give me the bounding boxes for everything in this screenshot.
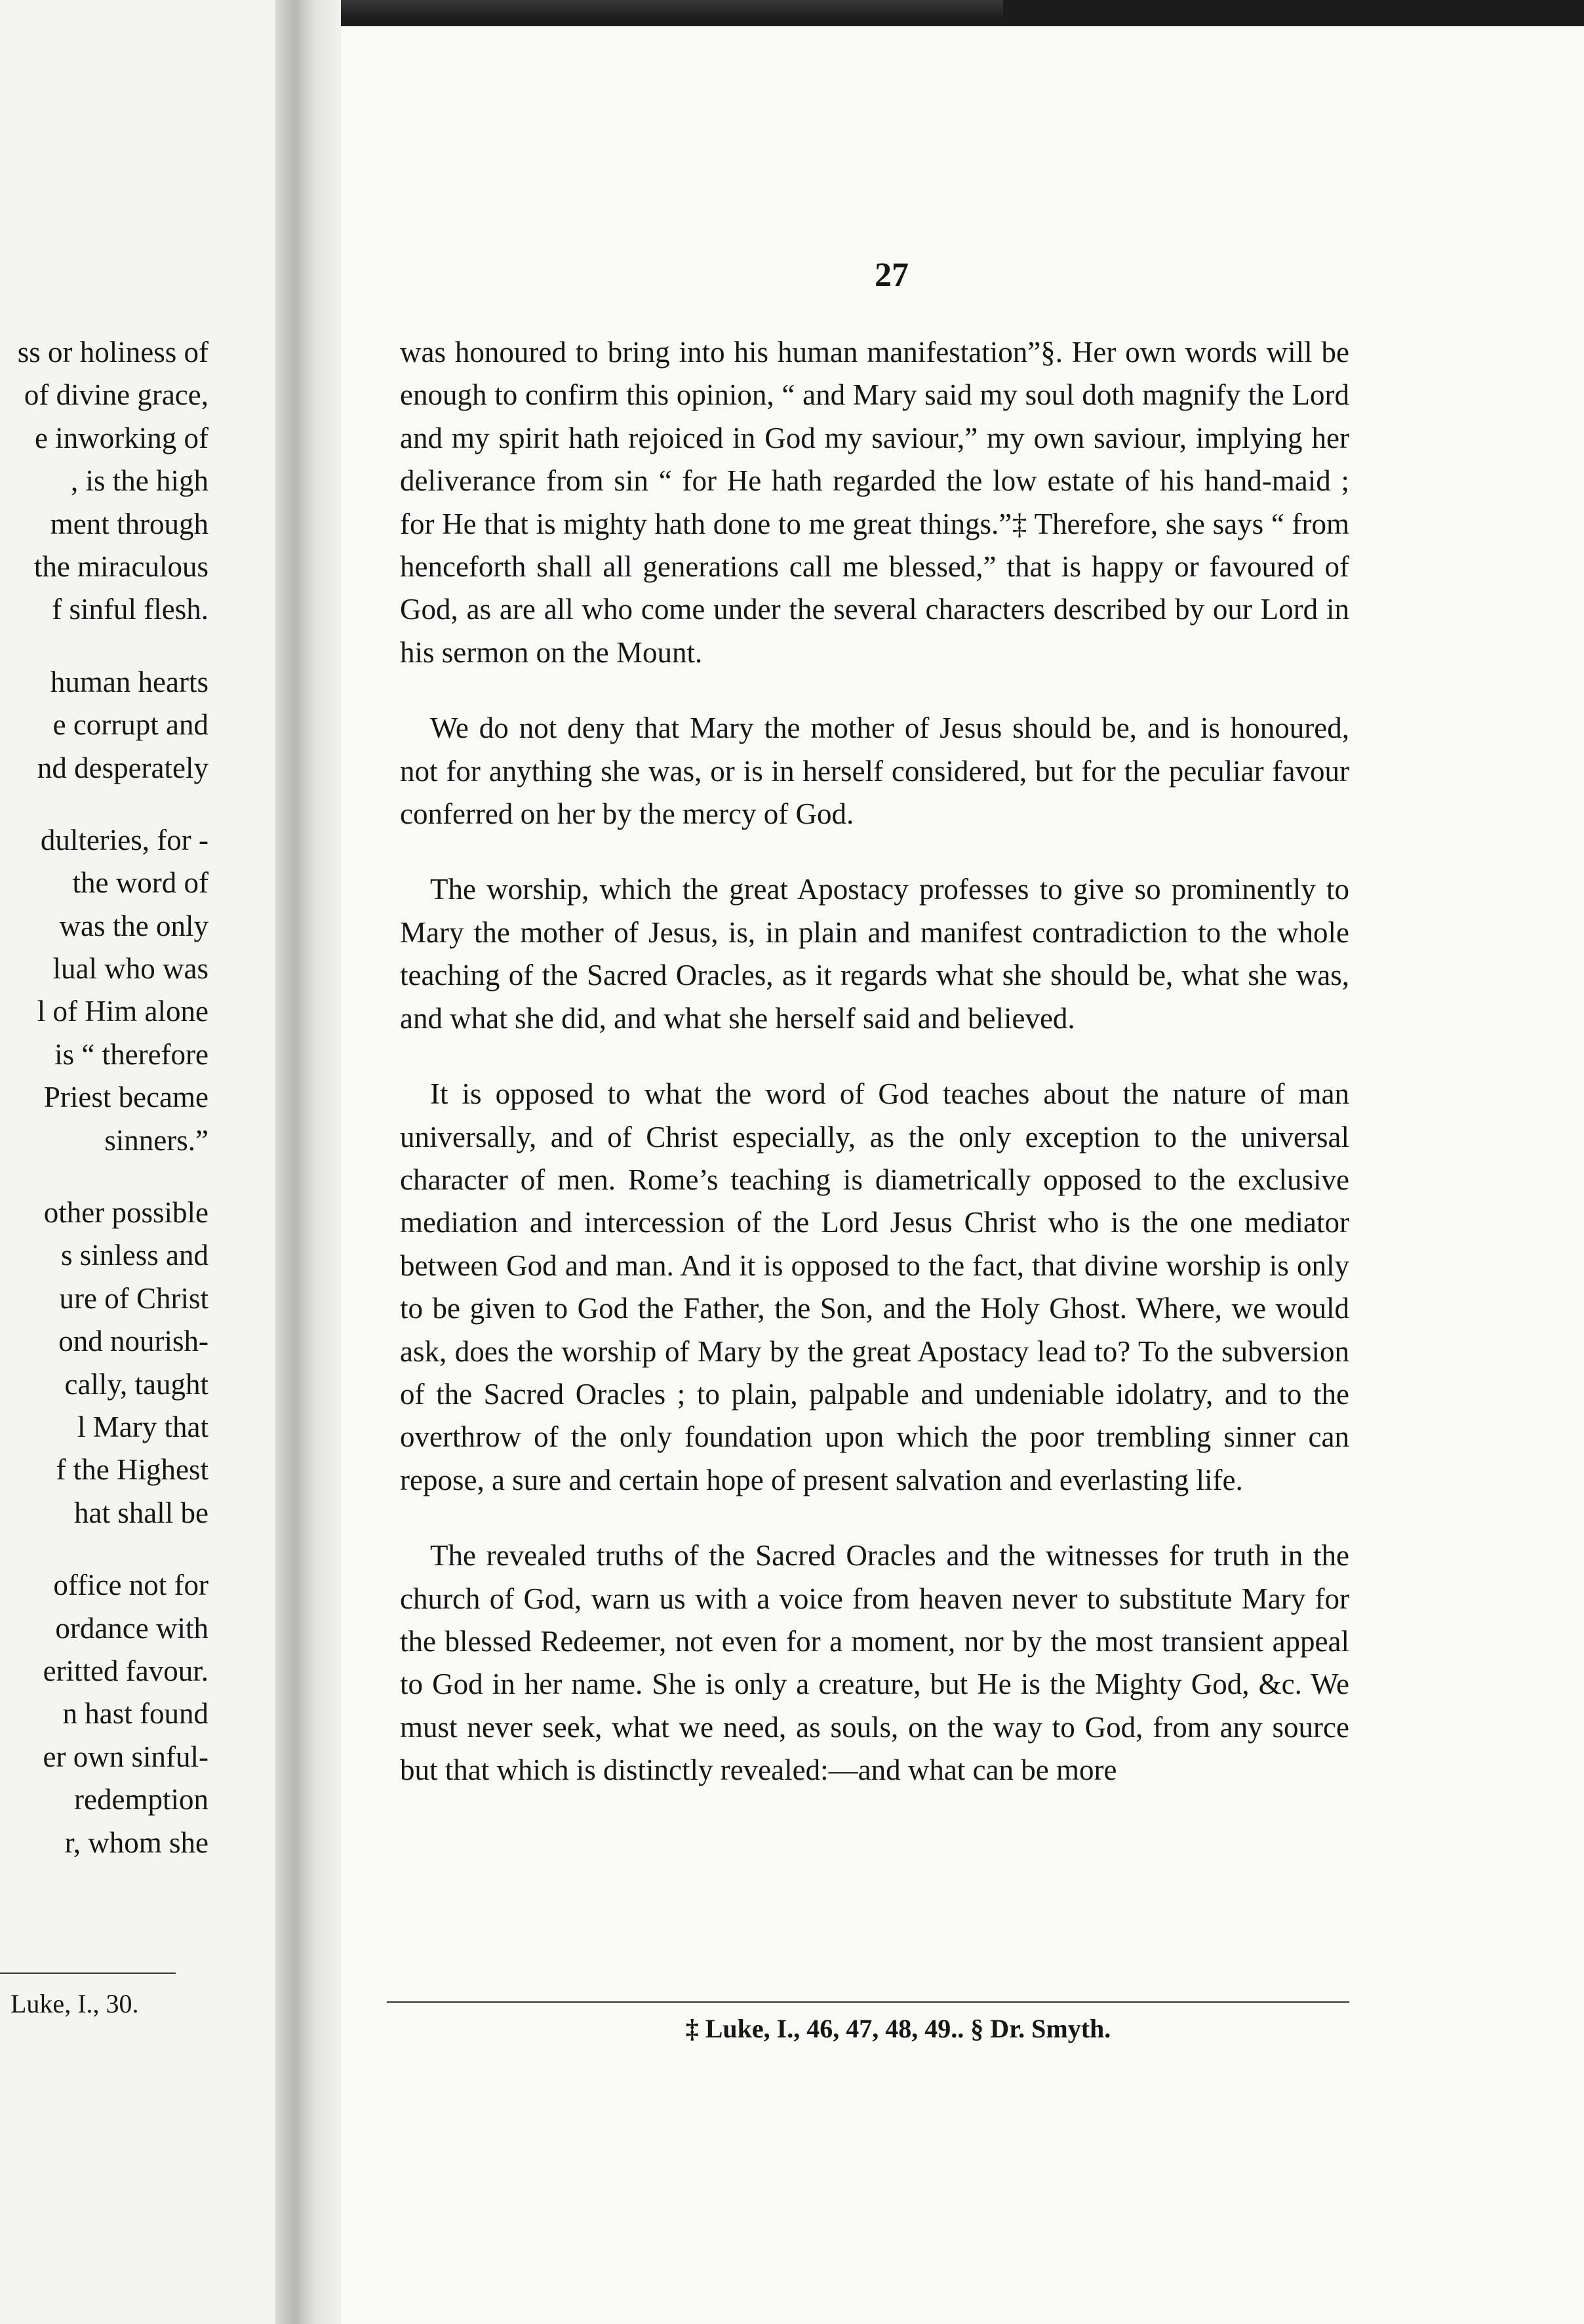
left-page-line: f the Highest <box>56 1453 208 1487</box>
left-page-line: hat shall be <box>74 1496 208 1529</box>
book-gutter <box>275 0 341 2324</box>
left-page-line: ordance with <box>55 1611 208 1645</box>
left-page-line: nd desperately <box>37 751 208 784</box>
left-page-line: Priest became <box>43 1081 208 1114</box>
left-page-line: lual who was <box>52 952 208 986</box>
left-page-line: cally, taught <box>64 1367 208 1401</box>
left-page-line: eritted favour. <box>43 1654 208 1687</box>
scan-edge <box>249 0 1003 20</box>
left-page-line: l Mary that <box>77 1410 208 1443</box>
left-page-line: e inworking of <box>35 421 208 454</box>
left-page-line: other possible <box>43 1196 208 1230</box>
left-page-line: is “ therefore <box>54 1037 208 1071</box>
left-page-line: ond nourish- <box>58 1325 208 1358</box>
line-gap <box>0 790 208 819</box>
left-footnote: Luke, I., 30. <box>10 1989 139 2018</box>
left-page-line: , is the high <box>71 464 208 498</box>
left-page-line: ment through <box>50 507 208 540</box>
left-footnote-rule <box>0 1973 176 1974</box>
left-page-fragment <box>0 0 275 2324</box>
footnote: ‡ Luke, I., 46, 47, 48, 49.. § Dr. Smyth. <box>685 2014 1111 2043</box>
paragraph: The revealed truths of the Sacred Oracles and the witnesses for truth in the church of God, warn us with a voice from heaven never to substitute Mary for the blessed Redeemer, not even for a moment, nor by the most transient appeal to God in her name. She is only a creature, but He is the Mighty God, &c. We must never seek, what we need, as souls, on the way to God, from any source but that which is distinctly revealed:—and what can be more <box>400 1539 1349 1787</box>
left-page-line: sinners.” <box>104 1123 208 1157</box>
left-page-line: ss or holiness of <box>17 336 208 369</box>
left-page-line: ure of Christ <box>59 1281 208 1315</box>
left-page-line: human hearts <box>50 665 208 698</box>
left-page-line: n hast found <box>62 1697 208 1731</box>
left-page-line: the miraculous <box>33 550 208 583</box>
left-page-text <box>0 331 208 1864</box>
paragraph: We do not deny that Mary the mother of Jesus should be, and is honoured, not for anything she was, or is in herself considered, but for the peculiar favour conferred on her by the mercy of God. <box>400 711 1349 831</box>
left-page-line: dulteries, for - <box>40 823 208 856</box>
left-page-line: er own sinful- <box>43 1740 208 1773</box>
left-page-line: office not for <box>53 1569 208 1602</box>
left-page-line: r, whom she <box>64 1826 208 1859</box>
left-page-line: e corrupt and <box>52 708 208 742</box>
footnote-rule <box>387 2001 1349 2003</box>
paragraph: It is opposed to what the word of God teaches about the nature of man universally, and of Christ especially, as the only exception to the universal character of men. Rome’s teaching is diametrically opposed to the exclusive mediation and intercession of the Lord Jesus Christ who is the one mediator between God and man. And it is opposed to the fact, that divine worship is only to be given to God the Father, the Son, and the Holy Ghost. Where, we would ask, does the worship of Mary by the great Apostacy lead to? To the subversion of the Sacred Oracles ; to plain, palpable and undeniable idolatry, and to the overthrow of the only foundation upon which the poor trembling sinner can repose, a sure and certain hope of present salvation and everlasting life. <box>400 1077 1349 1496</box>
line-gap <box>0 1162 208 1192</box>
left-page-line: of divine grace, <box>24 378 208 412</box>
left-page-line: was the only <box>59 909 208 942</box>
paragraph: was honoured to bring into his human manifestation”§. Her own words will be enough to confirm this opinion, “ and Mary said my soul doth magnify the Lord and my spirit hath rejoiced in God my saviour,” my own saviour, implying her deliverance from sin “ for He hath regarded the low estate of his hand-maid ; for He that is mighty hath done to me great things.”‡ Therefore, she says “ from henceforth shall all generations call me blessed,” that is happy or favoured of God, as are all who come under the several characters described by our Lord in his sermon on the Mount. <box>400 336 1349 669</box>
body-text <box>400 331 1349 1825</box>
left-page-line: redemption <box>74 1783 208 1816</box>
left-page-line: s sinless and <box>61 1239 208 1272</box>
page-number: 27 <box>875 256 909 294</box>
line-gap <box>0 1534 208 1564</box>
left-page-line: the word of <box>72 866 208 900</box>
left-page-line: l of Him alone <box>37 995 208 1028</box>
left-page-line: f sinful flesh. <box>52 593 208 626</box>
line-gap <box>0 631 208 661</box>
paragraph: The worship, which the great Apostacy professes to give so prominently to Mary the mother of Jesus, is, in plain and manifest contradiction to the whole teaching of the Sacred Oracles, as it regards what she should be, what she was, and what she did, and what she herself said and believed. <box>400 873 1349 1035</box>
